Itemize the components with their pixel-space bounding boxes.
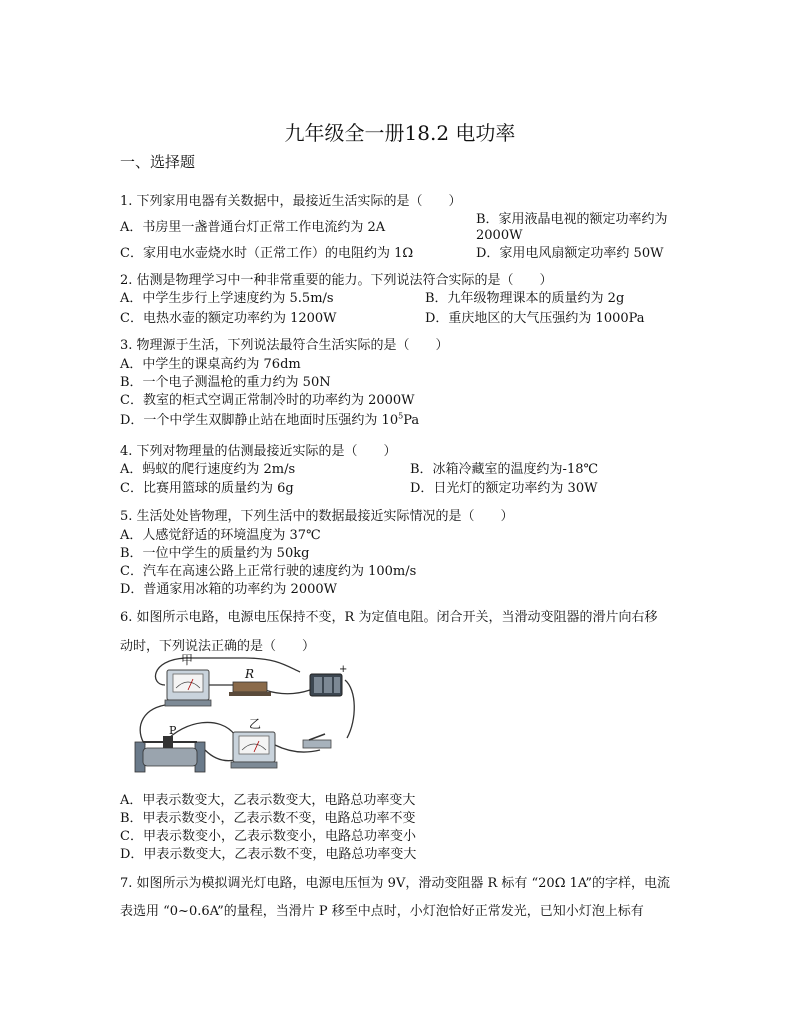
switch-icon	[303, 734, 331, 748]
question-2-option-b: B．九年级物理课本的质量约为 2g	[425, 291, 625, 306]
resistor-r	[229, 682, 271, 696]
question-6-option-b: B．甲表示数变小，乙表示数不变，电路总功率不变	[120, 811, 416, 826]
question-6-stem-line1: 6. 如图所示电路，电源电压保持不变，R 为定值电阻。闭合开关，当滑动变阻器的滑片向右移	[120, 610, 658, 625]
question-3-stem: 3. 物理源于生活，下列说法最符合生活实际的是（ ）	[120, 338, 449, 353]
question-3-option-b: B．一个电子测温枪的重力约为 50N	[120, 375, 331, 390]
question-3-option-d: D．一个中学生双脚静止站在地面时压强约为 $10^5Pa$	[120, 411, 420, 428]
question-5-option-a: A．人感觉舒适的环境温度为 37℃	[120, 528, 321, 543]
question-1-option-b-line1: B．家用液晶电视的额定功率约为	[476, 212, 668, 227]
page-title: 九年级全一册18.2 电功率	[284, 121, 516, 145]
battery-icon	[310, 664, 347, 696]
question-6-option-c: C．甲表示数变小，乙表示数变小，电路总功率变小	[120, 829, 416, 844]
question-4-option-a: A．蚂蚁的爬行速度约为 2m/s	[120, 462, 296, 477]
question-1-option-c: C．家用电水壶烧水时（正常工作）的电阻约为 1Ω	[120, 246, 414, 261]
section-heading: 一、选择题	[120, 153, 196, 171]
question-2-stem: 2. 估测是物理学习中一种非常重要的能力。下列说法符合实际的是（ ）	[120, 273, 553, 288]
question-1-option-d: D．家用电风扇额定功率约 50W	[476, 246, 664, 261]
question-4-option-d: D．日光灯的额定功率约为 30W	[410, 481, 598, 496]
circuit-diagram	[125, 650, 360, 780]
question-6-option-d: D．甲表示数变大，乙表示数不变，电路总功率变大	[120, 847, 417, 862]
rheostat-icon	[135, 736, 205, 772]
question-5-option-b: B．一位中学生的质量约为 50kg	[120, 546, 310, 561]
question-5-stem: 5. 生活处处皆物理，下列生活中的数据最接近实际情况的是（ ）	[120, 509, 514, 524]
label-jia: 甲	[181, 653, 194, 667]
question-4-stem: 4. 下列对物理量的估测最接近实际的是（ ）	[120, 444, 397, 459]
voltmeter-yi	[231, 732, 277, 768]
question-5-option-c: C．汽车在高速公路上正常行驶的速度约为 100m/s	[120, 564, 417, 579]
svg-text:+: +	[339, 664, 348, 675]
question-3-option-a: A．中学生的课桌高约为 76dm	[120, 357, 301, 372]
question-5-option-d: D．普通家用冰箱的功率约为 2000W	[120, 582, 338, 597]
question-2-option-a: A．中学生步行上学速度约为 5.5m/s	[120, 291, 334, 306]
question-1-option-b-line2: 2000W	[476, 228, 523, 243]
ammeter-jia	[165, 670, 211, 706]
question-1-option-a: A．书房里一盏普通台灯正常工作电流约为 2A	[120, 220, 386, 235]
question-3-option-c: C．教室的柜式空调正常制冷时的功率约为 2000W	[120, 393, 415, 408]
label-r: R	[245, 667, 255, 681]
question-1-stem: 1. 下列家用电器有关数据中，最接近生活实际的是（ ）	[120, 194, 462, 209]
question-4-option-b: B．冰箱冷藏室的温度约为-18℃	[410, 462, 599, 477]
question-4-option-c: C．比赛用篮球的质量约为 6g	[120, 481, 294, 496]
label-p: P	[169, 724, 177, 737]
question-7-line1: 7. 如图所示为模拟调光灯电路，电源电压恒为 9V，滑动变阻器 R 标有 “20Ω 1A”的字样，电流	[120, 876, 671, 891]
question-6-stem-line2: 动时，下列说法正确的是（ ）	[120, 639, 316, 654]
question-7-line2: 表选用 “0~0.6A”的量程，当滑片 P 移至中点时，小灯泡恰好正常发光，已知小灯泡上标有	[120, 904, 644, 919]
question-6-option-a: A．甲表示数变大，乙表示数变大，电路总功率变大	[120, 793, 416, 808]
question-2-option-c: C．电热水壶的额定功率约为 1200W	[120, 311, 337, 326]
question-2-option-d: D．重庆地区的大气压强约为 1000Pa	[425, 311, 645, 326]
label-yi: 乙	[249, 717, 262, 731]
